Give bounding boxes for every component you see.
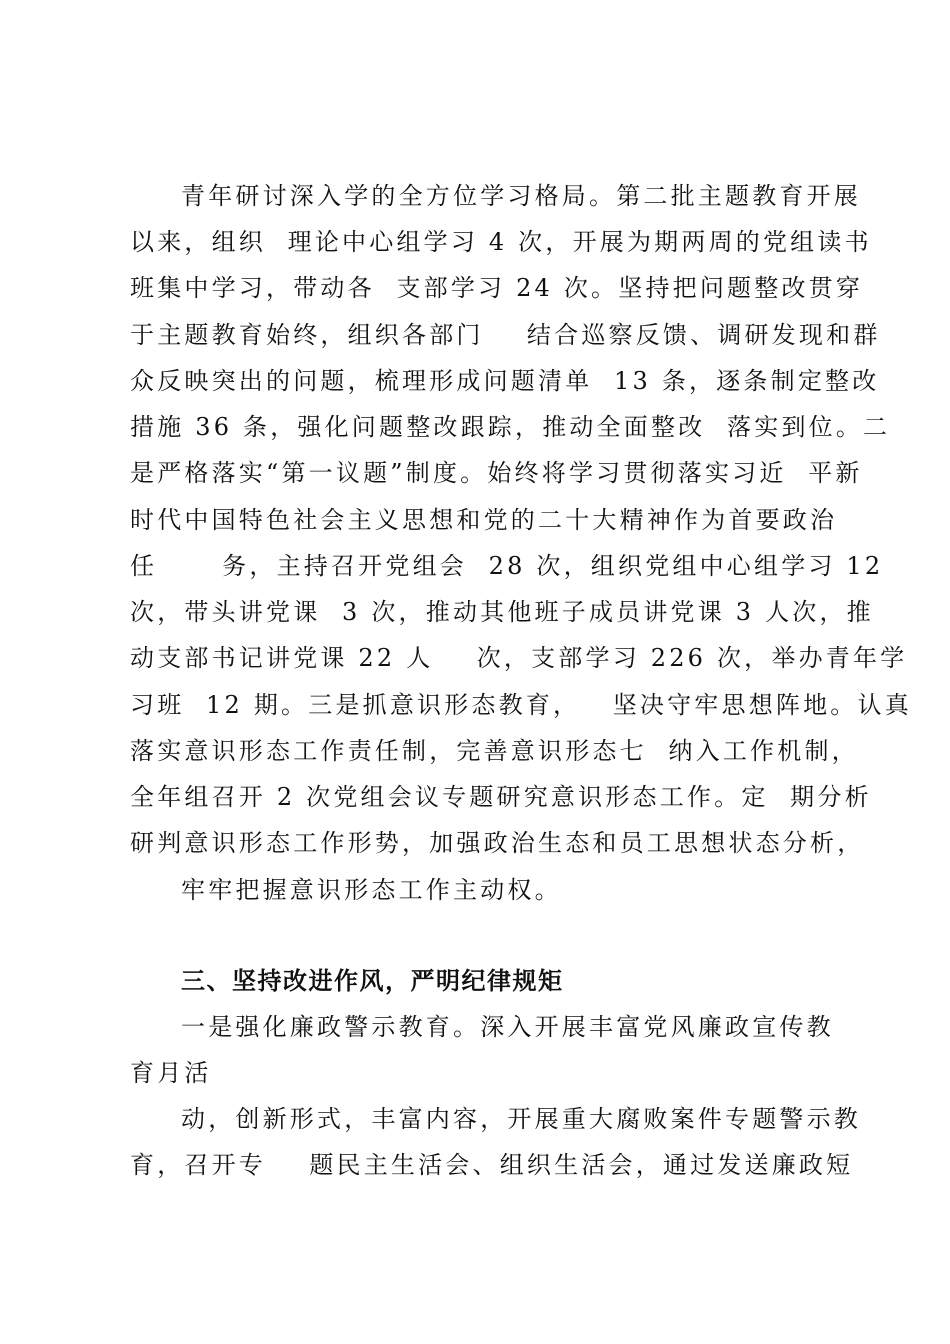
text-line: 次，带头讲党课 3 次，推动其他班子成员讲党课 3 人次，推	[130, 598, 874, 626]
text-line: 动支部书记讲党课 22 人 次，支部学习 226 次，举办青年学	[130, 644, 908, 672]
text-line: 时代中国特色社会主义思想和党的二十大精神作为首要政治	[130, 506, 838, 534]
text-line: 措施 36 条，强化问题整改跟踪，推动全面整改 落实到位。二	[130, 413, 891, 441]
text-line: 众反映突出的问题，梳理形成问题清单 13 条，逐条制定整改	[130, 367, 880, 395]
text-line: 是严格落实“第一议题”制度。始终将学习贯彻落实习近 平新	[130, 459, 863, 487]
text-line: 一是强化廉政警示教育。深入开展丰富党风廉政宣传教	[181, 1013, 834, 1041]
text-line: 青年研讨深入学的全方位学习格局。第二批主题教育开展	[181, 182, 861, 210]
text-line: 全年组召开 2 次党组会议专题研究意识形态工作。定 期分析	[130, 783, 872, 811]
text-line: 育月活	[130, 1059, 212, 1087]
text-line: 落实意识形态工作责任制，完善意识形态七 纳入工作机制，	[130, 737, 859, 765]
text-line: 于主题教育始终，组织各部门 结合巡察反馈、调研发现和群	[130, 321, 881, 349]
section-heading: 三、坚持改进作风，严明纪律规矩	[181, 967, 564, 995]
text-line: 研判意识形态工作形势，加强政治生态和员工思想状态分析，	[130, 829, 865, 857]
text-line: 任 务，主持召开党组会 28 次，组织党组中心组学习 12	[130, 552, 884, 580]
text-line: 习班 12 期。三是抓意识形态教育， 坚决守牢思想阵地。认真	[130, 691, 912, 719]
text-line: 育，召开专 题民主生活会、组织生活会，通过发送廉政短	[130, 1151, 854, 1179]
text-line: 以来，组织 理论中心组学习 4 次，开展为期两周的党组读书	[130, 228, 872, 256]
text-line: 动，创新形式，丰富内容，开展重大腐败案件专题警示教	[181, 1105, 861, 1133]
text-line: 牢牢把握意识形态工作主动权。	[181, 876, 562, 904]
text-line: 班集中学习，带动各 支部学习 24 次。坚持把问题整改贯穿	[130, 274, 864, 302]
